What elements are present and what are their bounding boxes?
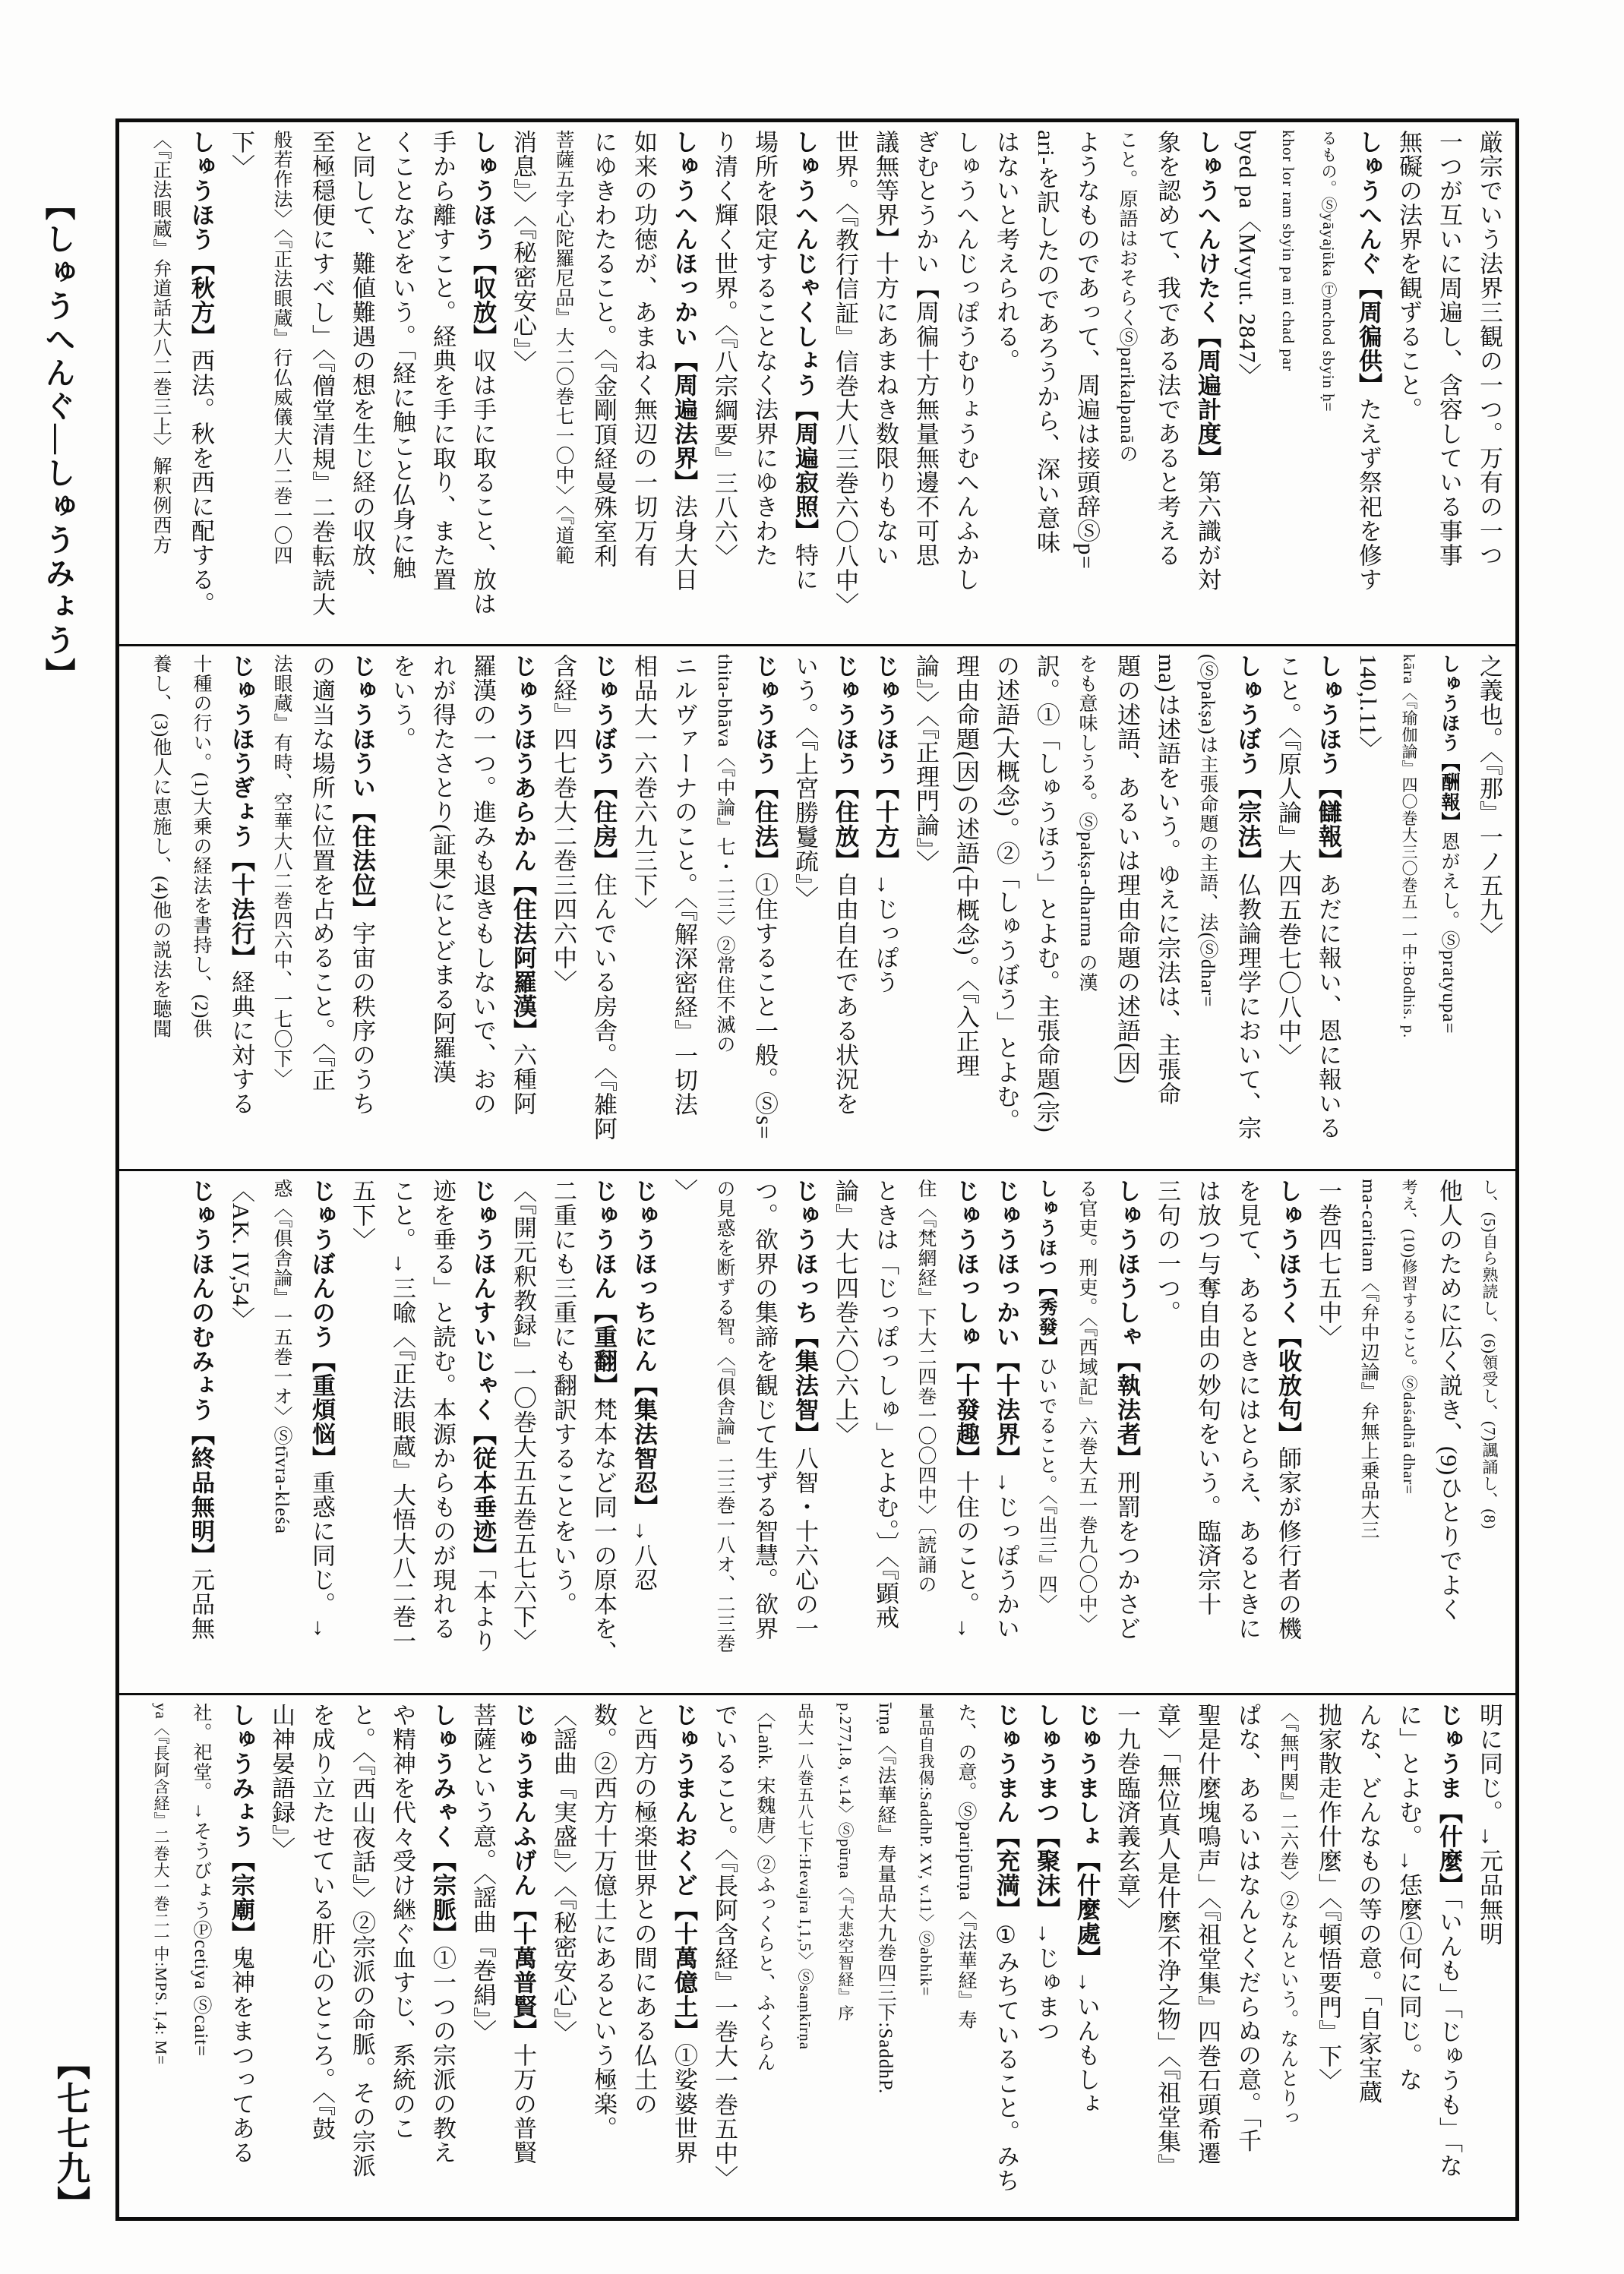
dictionary-column: 下〉 [228,130,254,178]
dictionary-column: じゅうまんおくど【十萬億土】①娑婆世界 [671,1702,697,2165]
dictionary-column: ときは「じっぽっしゅ」とよむ。〕〈『顕戒 [872,1178,899,1629]
dictionary-column: 厳宗でいう法界三観の一つ。万有の一つ [1476,130,1502,567]
dictionary-column: じゅうましょ【什麼處】→いんもしょ [1073,1702,1100,2116]
dictionary-column: 一つが互いに周遍し、含容している事事 [1436,130,1462,567]
dictionary-column: 手から離すこと。経典を手に取り、また置 [429,130,456,592]
dictionary-column: 〈AK. IV,54〉 [228,1178,254,1331]
dictionary-column: 迹を垂る」と読む。本源からものが現れる [429,1178,456,1641]
dictionary-column: や精神を代々受け継ぐ血すじ、系統のこ [389,1702,415,2140]
dictionary-column: 場所を限定することなく法界にゆきわた [751,130,778,567]
dictionary-column: ya〈『長阿含経』二巻大一巻二一中:MPS. I,4: M= [152,1702,170,2065]
dictionary-column: 住〈『梵網経』下大二四巻一〇〇四中〉〔読誦の [915,1178,936,1594]
dictionary-column: るもの。Ⓢyāyajūka Ⓣmchod sbyin ḥ= [1319,130,1338,412]
dictionary-column: た、の意。Ⓢparipūrṇa〈『法華経』寿 [956,1702,976,2030]
dictionary-column: 量品自我偈:SaddhP. XV, v.11〉Ⓢabhik= [917,1702,935,1997]
dictionary-column: (Ⓢpakṣa)は主張命題の主語、法(Ⓢdhar= [1197,654,1218,1008]
dictionary-column: の見惑を断ずる智。〈『倶舎論』二三巻一八オ、二三巻 [714,1178,735,1653]
dictionary-column: kāra〈『瑜伽論』四〇巻大三〇巻五一一中:Bodhis. p. [1400,654,1418,1039]
dictionary-column: と。〈『西山夜話』〉②宗派の命脈。その宗派 [349,1702,375,2178]
dictionary-column: しゅうほう【収放】収は手に取ること、放は [469,130,496,616]
dictionary-column: を成り立たせている肝心のところ。〈『鼓 [308,1702,335,2141]
dictionary-column: 至極穏便にすべし」〈『僧堂清規』二巻転読大 [308,130,335,617]
dictionary-column: ぎむとうかい【周徧十方無量無邊不可思 [912,130,939,567]
dictionary-column: つ。欲界の集諦を観じて生ずる智慧。欲界 [751,1178,778,1641]
dictionary-column: ari-を訳したのであろうから、深い意味 [1033,130,1060,555]
dictionary-column: 抛家散走作什麼」〈『頓悟要門』下〉 [1315,1702,1341,2092]
dictionary-column: 菩薩五字心陀羅尼品』大二〇巻七一〇中〉〈『道範 [553,130,573,565]
dictionary-column: を見て、あるときにはとらえ、あるときに [1234,1178,1261,1641]
dictionary-column: しゅうほうく【收放句】師家が修行者の機 [1275,1178,1301,1641]
dictionary-column: 題の述語、あるいは理由命題の述語(因) [1114,654,1140,1085]
text-band-3 [119,1171,1515,1695]
dictionary-column: 惑〈『倶舎論』一五巻一オ〉Ⓢtīvra-kleśa [271,1178,292,1534]
dictionary-column: 品大一八巻五八七下:Hevajra I,1,5〉Ⓢsaṃkīrṇa [796,1702,814,2050]
dictionary-column: をも意味しうる。Ⓢpakṣa-dharma の漢 [1076,654,1097,993]
dictionary-column: 他人のために広く説き、(9)ひとりでよく [1436,1178,1462,1622]
dictionary-column: 論』大七四巻六〇六上〉 [832,1178,858,1446]
dictionary-column: しゅうへんけたく【周遍計度】第六識が対 [1194,130,1221,592]
dictionary-column: じゅうほんすいじゃく【従本垂迹】「本より [469,1178,496,1653]
dictionary-column: じゅうまんふげん【十萬普賢】十万の普賢 [510,1702,536,2165]
dictionary-column: じゅうほっちにん【集法智忍】→八忍 [630,1178,657,1592]
dictionary-column: じゅうほう【住法】①住すること一般。Ⓢs= [751,654,778,1140]
text-band-1 [119,122,1515,646]
dictionary-column: と同して、難値難遇の想を生じ経の収放、 [349,130,375,592]
dictionary-column: じゅうぼう【住房】住んでいる房舎。〈『雑阿 [590,654,617,1142]
dictionary-column: しゅうへんぐ【周徧供】たえず祭祀を修す [1355,130,1382,592]
dictionary-column: は放つ与奪自由の妙句をいう。臨済宗十 [1194,1178,1221,1616]
dictionary-column: でいること。〈『長阿含経』一巻大一巻五中〉 [711,1702,738,2190]
dictionary-column: の適当な場所に位置を占めること。〈『正 [308,654,335,1093]
dictionary-column: 理由命題(因)の述語(中概念)。〈『入正理 [953,654,979,1079]
dictionary-column: 象を認めて、我である法であると考える [1154,130,1180,567]
dictionary-column: じゅうほんのむみょう【終品無明】元品無 [188,1178,214,1641]
dictionary-column: 如来の功徳が、あまねく無辺の一切万有 [630,130,657,567]
text-band-2 [119,646,1515,1170]
dictionary-column: p.277,l.8, v.14〉Ⓢpūrṇa〈『大悲空智経』序 [836,1702,855,2022]
dictionary-column: んな、どんなもの等の意。「自家宝蔵 [1355,1702,1382,2105]
dictionary-column: 考え、(10)修習すること。Ⓢdaśadhā dhar= [1400,1178,1418,1495]
dictionary-column: 法眼蔵』有時、空華大八二巻四六中、一七〇下〉 [271,654,292,1089]
dictionary-column: 訳。①「しゅうほう」とよむ。主張命題(宗) [1033,654,1060,1133]
dictionary-column: じゅうま【什麼】「いんも」「じゅうも」「な [1436,1702,1462,2178]
dictionary-column: 二重にも三重にも翻訳することをいう。 [550,1178,577,1616]
dictionary-column: byed pa〈Mvyut. 2847〉 [1234,130,1261,388]
dictionary-column: と西方の極楽世界との間にある仏土の [630,1702,657,2116]
text-frame [115,118,1519,2221]
dictionary-column: の述語(大概念)。②「しゅうぼう」とよむ。 [993,654,1019,1133]
text-band-4 [119,1695,1515,2217]
dictionary-column: 菩薩という意。〈謡曲『巻絹』〉 [469,1702,496,2044]
dictionary-column: 議無等界】十方にあまねき数限りもない [872,130,899,567]
dictionary-column: る官吏。刑吏。〈『西域記』六巻大五一巻九〇〇中〉 [1076,1178,1097,1634]
dictionary-column: 章〉「無位真人是什麼不浄之物」〈『祖堂集』 [1154,1702,1180,2178]
dictionary-column: īrṇa〈『法華経』寿量品大九巻四三下:SaddhP. [875,1702,896,2094]
dictionary-column: じゅうほうぎょう【十法行】経典に対する [228,654,254,1116]
dictionary-column: しゅうほう【讎報】あだに報い、恩に報いる [1315,654,1341,1141]
dictionary-column: じゅうほっしゅ【十發趣】十住のこと。→ [953,1178,979,1641]
dictionary-column: 〉 [671,1178,697,1203]
dictionary-column: 〈『正法眼蔵』弁道話大八二巻三上〉解釈例西方 [150,130,171,555]
dictionary-column: 明に同じ。→元品無明 [1476,1702,1502,1946]
dictionary-column: ma-caritam〈『弁中辺論』弁無上乗品大三 [1358,1178,1379,1540]
dictionary-column: 一九巻臨済義玄章〉 [1114,1702,1140,1922]
dictionary-column: 数。②西方十万億土にあるという極楽。 [590,1702,617,2140]
dictionary-column: しゅうへんじゃくしょう【周遍寂照】特に [791,130,818,592]
dictionary-column: 世界。〈『教行信証』信巻大八三巻六〇八中〉 [832,130,858,617]
dictionary-column: 〈『開元釈教録』一〇巻大五五巻五七六下〉 [510,1178,536,1653]
dictionary-column: 羅漢の一つ。進みも退きもしないで、おの [469,654,496,1116]
dictionary-column: 論』〉〈『正理門論』〉 [912,654,939,875]
dictionary-column: 之義也。〈『那』一ノ五九〉 [1476,654,1502,947]
dictionary-column: くことなどをいう。「経に触こと仏身に触 [389,130,415,580]
dictionary-column: じゅうほっかい【十法界】→じっぽうかい [993,1178,1019,1641]
dictionary-column: こと。→三喩〈『正法眼蔵』大悟大八二巻一 [389,1178,415,1653]
dictionary-column: しゅうみょう【宗廟】鬼神をまつってある [228,1702,254,2165]
dictionary-column: thita-bhāva〈『中論』七・二三〉②常住不滅の [714,654,735,1055]
dictionary-column: れが得たさとり(証果)にとどまる阿羅漢 [429,654,456,1085]
dictionary-column: に」とよむ。→恁麼①何に同じ。な [1395,1702,1422,2092]
dictionary-column: 一巻四七五中〉 [1315,1178,1341,1349]
dictionary-column: 十種の行い。(1)大乗の経法を書持し、(2)供 [191,654,211,1039]
dictionary-column: いう。〈『上宮勝鬘疏』〉 [791,654,818,911]
dictionary-column: じゅうほっち【集法智】八智・十六心の一 [791,1178,818,1641]
dictionary-column: しゅうへんほっかい【周遍法界】法身大日 [671,130,697,592]
dictionary-column: じゅうほうい【住法位】宇宙の秩序のうち [349,654,375,1116]
dictionary-column: こと。〈『原人論』大四五巻七〇八中〉 [1275,654,1301,1069]
dictionary-column: しゅうへんじっぽうむりょうむへんふかし [953,130,979,592]
dictionary-column: 養し、(3)他人に恵施し、(4)他の説法を聴聞 [150,654,171,1039]
dictionary-column: 山神晏語録』〉 [268,1702,295,1862]
dictionary-column: じゅうまん【充満】①みちていること。みち [993,1702,1019,2193]
dictionary-column: 聖是什麼塊鳴声」〈『祖堂集』四巻石頭希遷 [1194,1702,1221,2165]
dictionary-column: 五下〉 [349,1178,375,1252]
dictionary-column: しゅうぼう【宗法】仏教論理学において、宗 [1234,654,1261,1141]
dictionary-column: しゅうほうしゃ【執法者】刑罰をつかさど [1114,1178,1140,1641]
dictionary-column: 相品大一六巻六九三下〉 [630,654,657,922]
dictionary-column: 社。祀堂。→そうびょうⓅcetiya Ⓢcait= [191,1702,211,2057]
dictionary-column: はないと考えられる。 [993,130,1019,373]
dictionary-column: し、(5)自ら熟読し、(6)領受し、(7)諷誦し、(8) [1480,1178,1499,1530]
dictionary-column: しゅうほう【秋方】西法。秋を西に配する。 [188,130,214,616]
dictionary-column: khor lor ram sbyin pa mi chad par [1279,130,1297,372]
dictionary-column: ぱな、あるいはなんとくだらぬの意。「千 [1234,1702,1261,2153]
dictionary-column: じゅうほうあらかん【住法阿羅漢】六種阿 [510,654,536,1116]
dictionary-column: 〈Laṅk. 宋魏唐〉②ふっくらと、ふくらん [754,1702,775,2072]
dictionary-column: 般若作法〉〈『正法眼蔵』行仏威儀大八二巻一〇四 [271,130,292,565]
dictionary-column: 消息』〉〈『秘密安心』〉 [510,130,536,374]
dictionary-column: じゅうほう【十方】→じっぽう [872,654,899,995]
dictionary-column: ようなものであって、周遍は接頭辞Ⓢp= [1073,130,1100,570]
dictionary-column: 三句の一つ。 [1154,1178,1180,1325]
dictionary-column: 〈『無門関』二六巻〉②なんという。なんとりっ [1278,1702,1298,2128]
dictionary-column: り清く輝く世界。〈『八宗綱要』三八六〉 [711,130,738,568]
dictionary-column: をいう。 [389,654,415,752]
dictionary-column: 無礙の法界を観ずること。 [1395,130,1422,422]
dictionary-column: しゅうほつ【秀發】ひいでること。〈『出三』四〉 [1036,1178,1057,1614]
dictionary-column: ma)は述語をいう。ゆえに宗法は、主張命 [1154,654,1180,1107]
dictionary-column: しゅうみゃく【宗脈】①一つの宗派の教え [429,1702,456,2165]
dictionary-column: 含経』四七巻大二巻三四六中〉 [550,654,577,995]
dictionary-column: じゅうほん【重翻】梵本など同一の原本を、 [590,1178,617,1665]
dictionary-column: しゅうほう【酬報】恩がえし。Ⓢpratyupa= [1439,654,1459,1034]
page-number: 【七七九】 [52,2046,89,2221]
dictionary-column: じゅうほう【住放】自由自在である状況を [832,654,858,1116]
dictionary-column: にゆきわたること。〈『金剛頂経曼殊室利 [590,130,617,568]
dictionary-column: しゅうまつ【聚沫】→じゅまつ [1033,1702,1060,2043]
dictionary-column: 〈謡曲『実盛』〉〈『秘密安心』〉 [550,1702,577,2045]
dictionary-column: じゅうぼんのう【重煩悩】重惑に同じ。→ [308,1178,335,1641]
running-head: 【しゅうへんぐ―しゅうみょう】 [41,190,75,691]
dictionary-column: 140,l.11〉 [1355,654,1382,761]
dictionary-column: ニルヴァーナのこと。〈『解深密経』一切法 [671,654,697,1117]
dictionary-column: こと。原語はおそらくⓈparikalpanāの [1117,130,1137,464]
